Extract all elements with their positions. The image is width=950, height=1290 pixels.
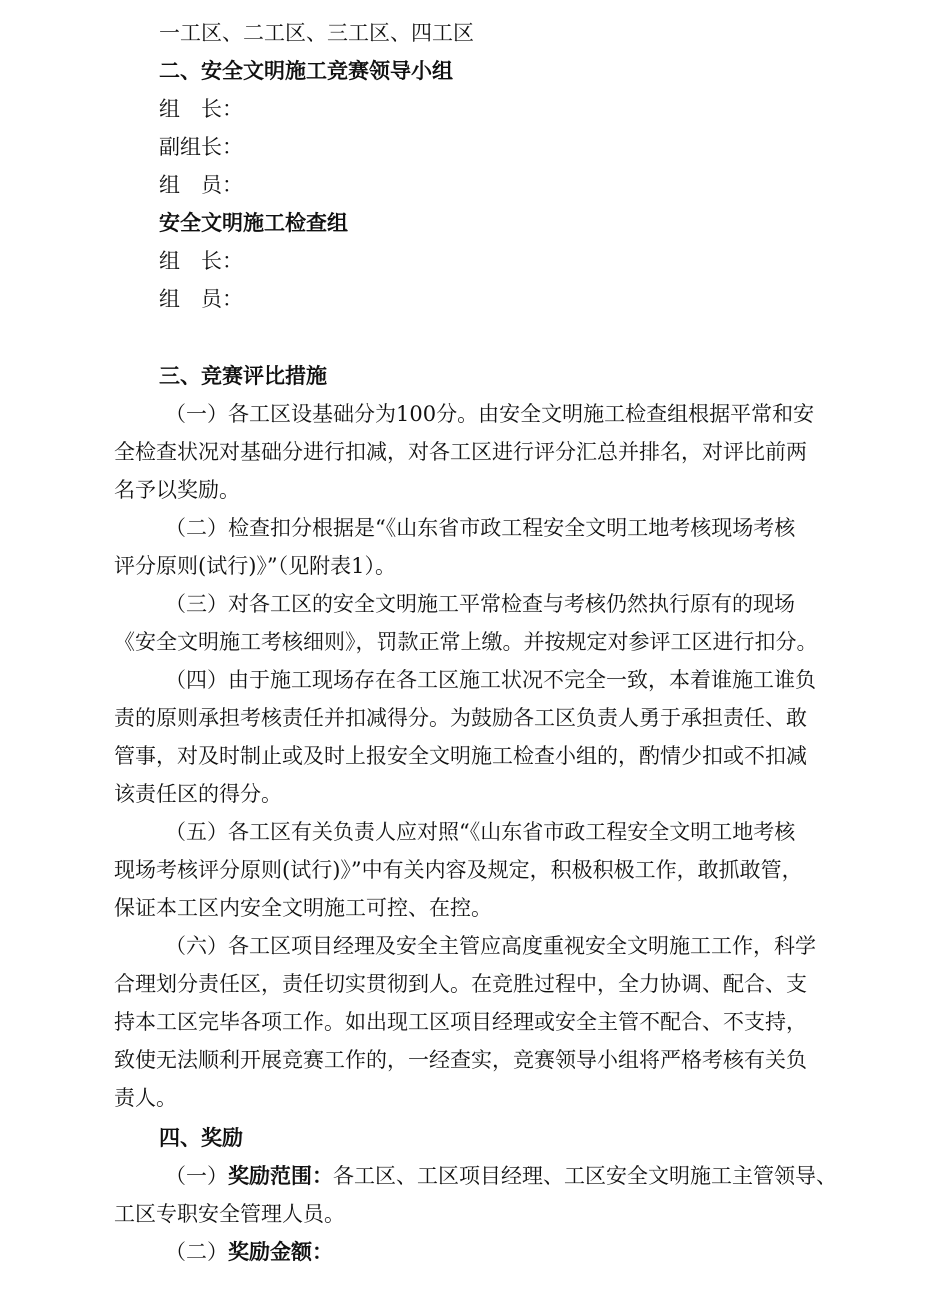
paragraph-line: 该责任区的得分。 bbox=[114, 782, 282, 806]
reward-scope-continuation: 工区专职安全管理人员。 bbox=[114, 1202, 345, 1226]
paragraph-line: 现场考核评分原则(试行)》”中有关内容及规定，积极积极工作，敢抓敢管， bbox=[114, 858, 803, 882]
paragraph-line: （一）各工区设基础分为100分。由安全文明施工检查组根据平常和安 bbox=[165, 402, 815, 426]
inspection-leader-label: 组 长： bbox=[159, 249, 243, 273]
paragraph-line: 管事，对及时制止或及时上报安全文明施工检查小组的，酌情少扣或不扣减 bbox=[114, 744, 807, 768]
paragraph-line: （五）各工区有关负责人应对照“《山东省市政工程安全文明工地考核 bbox=[165, 820, 796, 844]
reward-amount-label: 奖励金额： bbox=[228, 1239, 333, 1264]
paragraph-line: 致使无法顺利开展竞赛工作的，一经查实，竞赛领导小组将严格考核有关负 bbox=[114, 1048, 807, 1072]
reward-amount-line bbox=[165, 1238, 333, 1266]
deputy-leader-label: 副组长： bbox=[159, 135, 243, 159]
reward-amount-prefix: （二） bbox=[165, 1240, 228, 1264]
paragraph-line: （四）由于施工现场存在各工区施工状况不完全一致，本着谁施工谁负 bbox=[165, 668, 816, 692]
paragraph-line: 合理划分责任区，责任切实贯彻到人。在竞胜过程中，全力协调、配合、支 bbox=[114, 972, 807, 996]
leader-label: 组 长： bbox=[159, 97, 243, 121]
paragraph-line: （三）对各工区的安全文明施工平常检查与考核仍然执行原有的现场 bbox=[165, 592, 795, 616]
reward-scope-prefix: （一） bbox=[165, 1164, 228, 1188]
inspection-members-label: 组 员： bbox=[159, 287, 243, 311]
paragraph-line: 全检查状况对基础分进行扣减，对各工区进行评分汇总并排名，对评比前两 bbox=[114, 440, 807, 464]
reward-scope-line bbox=[165, 1162, 837, 1190]
paragraph-line: （六）各工区项目经理及安全主管应高度重视安全文明施工工作，科学 bbox=[165, 934, 816, 958]
section4-heading: 四、奖励 bbox=[159, 1125, 243, 1150]
paragraph-line: 评分原则(试行)》”（见附表1）。 bbox=[114, 554, 396, 578]
paragraph-line: 名予以奖励。 bbox=[114, 478, 240, 502]
paragraph-line: （二）检查扣分根据是“《山东省市政工程安全文明工地考核现场考核 bbox=[165, 516, 796, 540]
paragraph-line: 保证本工区内安全文明施工可控、在控。 bbox=[114, 896, 492, 920]
members-label: 组 员： bbox=[159, 173, 243, 197]
section2-heading: 二、安全文明施工竞赛领导小组 bbox=[159, 58, 453, 83]
district-list: 一工区、二工区、三工区、四工区 bbox=[159, 21, 474, 45]
reward-scope-label: 奖励范围： bbox=[228, 1163, 333, 1188]
reward-scope-text: 各工区、工区项目经理、工区安全文明施工主管领导、 bbox=[333, 1164, 837, 1188]
section3-heading: 三、竞赛评比措施 bbox=[159, 363, 327, 388]
paragraph-line: 《安全文明施工考核细则》，罚款正常上缴。并按规定对参评工区进行扣分。 bbox=[114, 630, 818, 654]
paragraph-line: 持本工区完毕各项工作。如出现工区项目经理或安全主管不配合、不支持， bbox=[114, 1010, 807, 1034]
paragraph-line: 责的原则承担考核责任并扣减得分。为鼓励各工区负责人勇于承担责任、敢 bbox=[114, 706, 807, 730]
inspection-group-heading: 安全文明施工检查组 bbox=[159, 210, 348, 235]
paragraph-line: 责人。 bbox=[114, 1086, 177, 1110]
